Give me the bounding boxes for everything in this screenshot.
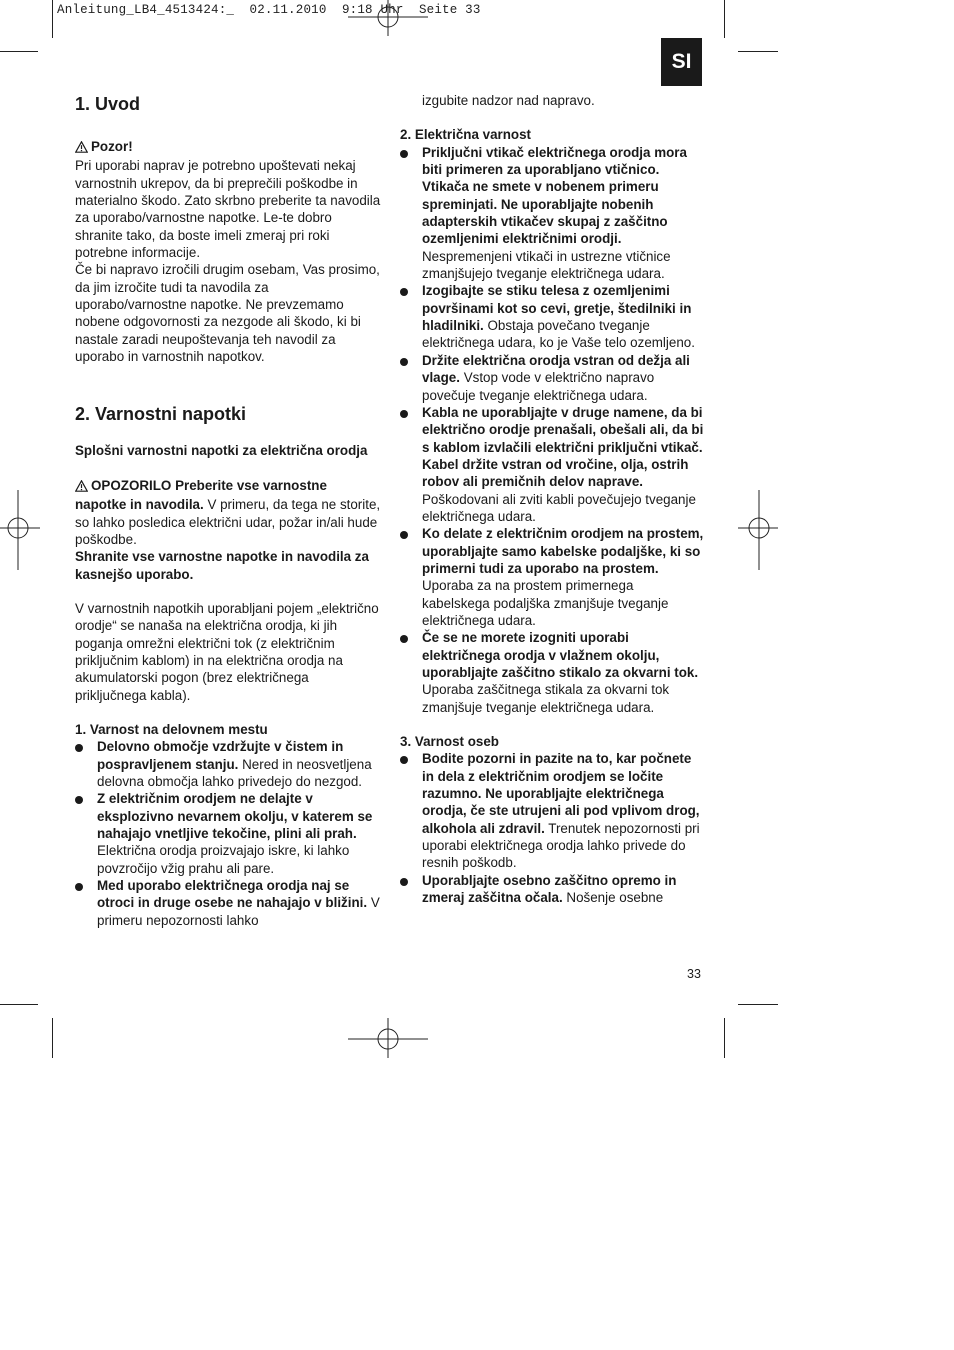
workplace-safety-heading: 1. Varnost na delovnem mestu (75, 721, 268, 737)
warning-icon (75, 479, 88, 496)
left-column (75, 92, 381, 929)
section-heading-safety: 2. Varnostni napotki (75, 404, 247, 425)
workplace-safety-list (75, 738, 381, 929)
list-item: Ko delate z električnim orodjem na prostem, uporabljajte samo kabelske podaljške, ki so primerni tudi za uporabo na prostem. Uporaba za na prostem primernega kabelskega podaljška zmanjšuje tveganje električnega udara. (400, 525, 704, 629)
personal-safety-heading: 3. Varnost oseb (400, 734, 499, 750)
keep-instructions: Shranite vse varnostne napotke in navodila za kasnejšo uporabo. (75, 549, 369, 582)
crop-mark (52, 1018, 53, 1058)
list-item: Z električnim orodjem ne delajte v eksplozivno nevarnem okolju, v katerem se nahajajo vnetljive tekočine, plini ali prah. Električna orodja proizvajajo iskre, ki lahko povzročijo vžig prahu ali pare. (75, 790, 381, 877)
personal-safety-list (400, 750, 704, 906)
crop-mark (724, 0, 725, 38)
intro-paragraph: Pri uporabi naprav je potrebno upoštevati nekaj varnostnih ukrepov, da bi preprečili poškodbe in materialno škodo. Zato skrbno preberite ta navodila za uporabo/varnostne napotke. Le-te dobro shranite tako, da boste imeli zmeraj pri roki potrebne informacije. (75, 158, 381, 261)
list-item: Držite električna orodja vstran od dežja ali vlage. Vstop vode v električno napravo povečuje tveganje električnega udara. (400, 352, 704, 404)
list-item: Kabla ne uporabljajte v druge namene, da bi električno orodje prenašali, obešali ali, da bi s kablom izvlačili električni priključni vtikač. Kabel držite vstran od vročine, olja, ostrih robov ali premičnih delov naprave. Poškodovani ali zviti kabli povečujejo tveganje električnega udara. (400, 404, 704, 525)
warning-icon (75, 140, 88, 157)
list-item-continued: izgubite nadzor nad napravo. (422, 93, 595, 108)
intro-paragraph-2: Če bi napravo izročili drugim osebam, Vas prosimo, da jim izročite tudi ta navodila za uporabo/varnostne napotke. Ne prevzemamo nobene odgovornosti za nezgode ali škodo, ki bi nastale zaradi neupoštevanja teh navodil za uporabo in varnostnih napotkov. (75, 262, 380, 365)
registration-mark-icon (348, 0, 428, 36)
warning-paragraph: OPOZORILO Preberite vse varnostne napotke in navodila. V primeru, da tega ne storite, so lahko posledica električni udar, požar in/ali hude poškodbe. (75, 477, 381, 547)
list-item: Izogibajte se stiku telesa z ozemljenimi površinami kot so cevi, gretje, štedilniki in hladilniki. Obstaja povečano tveganje električnega udara, ko je Vaše telo ozemljeno. (400, 282, 704, 351)
registration-mark-icon (738, 490, 778, 570)
print-slug: Anleitung_LB4_4513424:_ 02.11.2010 9:18 Uhr Seite 33 (57, 3, 481, 17)
crop-mark (738, 51, 778, 52)
pozor-label: Pozor! (75, 138, 381, 157)
general-safety-heading: Splošni varnostni napotki za električna orodja (75, 443, 368, 459)
crop-mark (52, 0, 53, 38)
crop-mark (724, 1018, 725, 1058)
continuation (400, 92, 704, 109)
list-item: Delovno območje vzdržujte v čistem in pospravljenem stanju. Nered in neosvetljena delovna območja lahko privedejo do nezgod. (75, 738, 381, 790)
list-item: Med uporabo električnega orodja naj se otroci in druge osebe ne nahajajo v bližini. V primeru nepozornosti lahko (75, 877, 381, 929)
crop-mark (0, 1004, 38, 1005)
registration-mark-icon (0, 490, 40, 570)
page-number: 33 (687, 967, 701, 981)
list-item: Bodite pozorni in pazite na to, kar počnete in dela z električnim orodjem se ločite razumno. Ne uporabljajte električnega orodja, če ste utrujeni ali pod vplivom drog, alkohola ali zdravil. Trenutek nepozornosti pri uporabi električnega orodja lahko privede do resnih poškodb. (400, 750, 704, 871)
list-item: Uporabljajte osebno zaščitno opremo in zmeraj zaščitna očala. Nošenje osebne (400, 872, 704, 907)
right-column (400, 92, 704, 906)
registration-mark-icon (348, 1018, 428, 1058)
electrical-safety-heading: 2. Električna varnost (400, 127, 531, 143)
list-item: Če se ne morete izogniti uporabi električnega orodja v vlažnem okolju, uporabljajte zaščitno stikalo za okvarni tok. Uporaba zaščitnega stikala za okvarni tok zmanjšuje tveganje električnega udara. (400, 629, 704, 716)
crop-mark (0, 51, 38, 52)
electrical-safety-list (400, 144, 704, 716)
term-paragraph: V varnostnih napotkih uporabljani pojem „električno orodje“ se nanaša na električna orodja, ki jih poganja omrežni električni tok (z električnim priključnim kablom) in na električna orodja na akumulatorski pogon (brez električnega priključnega kabla). (75, 600, 379, 703)
section-heading-intro: 1. Uvod (75, 94, 141, 114)
list-item: Priključni vtikač električnega orodja mora biti primeren za uporabljano vtičnico. Vtikača ne smete v nobenem primeru spreminjati. Ne uporabljajte nobenih adapterskih vtikačev skupaj z zaščitno ozemljenimi električnimi orodji. Nespremenjeni vtikači in ustrezne vtičnice zmanjšujejo tveganje električnega udara. (400, 144, 704, 283)
crop-mark (738, 1004, 778, 1005)
language-tab: SI (661, 38, 702, 86)
